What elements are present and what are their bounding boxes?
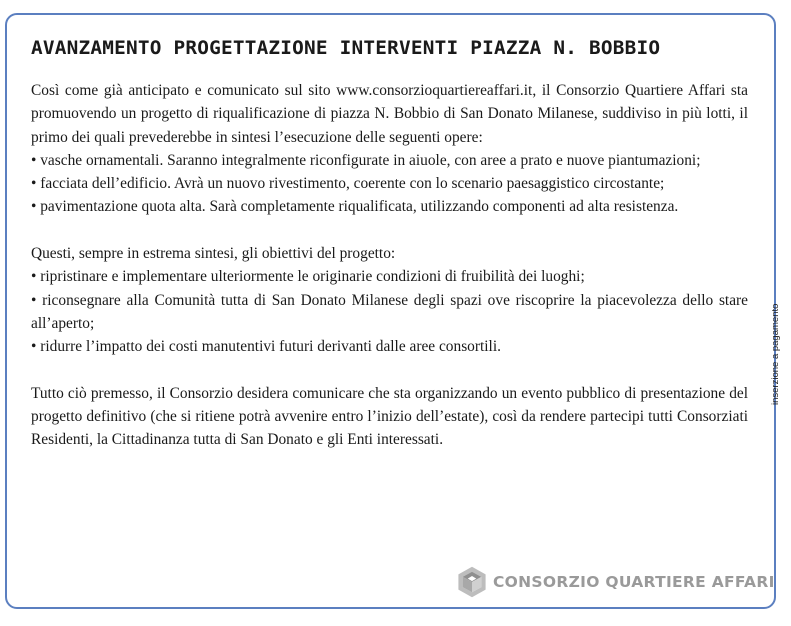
consorzio-logo	[455, 564, 775, 600]
closing-paragraph: Tutto ciò premesso, il Consorzio desidera comunicare che sta organizzando un evento pubblico di presentazione del progetto definitivo (che si ritiene potrà avvenire entro l’inizio dell’estate), così da rendere partecipi tutti Consorziati Residenti, la Cittadinanza tutta di San Donato e gli Enti interessati.	[31, 384, 748, 449]
paragraph-spacer	[31, 359, 748, 382]
paragraph-spacer	[31, 219, 748, 242]
objective-item: • riconsegnare alla Comunità tutta di San Donato Milanese degli spazi ove riscoprire la piacevolezza dello stare all’aperto;	[31, 291, 748, 332]
works-item: • pavimentazione quota alta. Sarà completamente riqualificata, utilizzando componenti ad alta resistenza.	[31, 198, 679, 216]
intro-paragraph: Così come già anticipato e comunicato sul sito www.consorzioquartiereaffari.it, il Consorzio Quartiere Affari sta promuovendo un progetto di riqualificazione di piazza N. Bobbio di San Donato Milanese, suddiviso in più lotti, il primo dei quali prevederebbe in sintesi l’esecuzione delle seguenti opere:	[31, 82, 748, 146]
works-item: • vasche ornamentali. Saranno integralmente riconfigurate in aiuole, con aree a prato e nuove piantumazioni;	[31, 151, 701, 169]
objective-item: • ridurre l’impatto dei costi manutentivi futuri derivanti dalle aree consortili.	[31, 338, 501, 356]
logo-text: CONSORZIO QUARTIERE AFFARI	[493, 573, 775, 591]
consorzio-logo-icon	[455, 565, 489, 599]
objectives-intro: Questi, sempre in estrema sintesi, gli obiettivi del progetto:	[31, 245, 396, 263]
paid-insertion-note: inserzione a pagamento	[770, 303, 781, 405]
notice-title: AVANZAMENTO PROGETTAZIONE INTERVENTI PIAZZA N. BOBBIO	[31, 37, 661, 59]
notice-body	[31, 79, 748, 452]
works-item: • facciata dell’edificio. Avrà un nuovo rivestimento, coerente con lo scenario paesaggistico circostante;	[31, 175, 665, 193]
objective-item: • ripristinare e implementare ulteriormente le originarie condizioni di fruibilità dei luoghi;	[31, 268, 585, 286]
